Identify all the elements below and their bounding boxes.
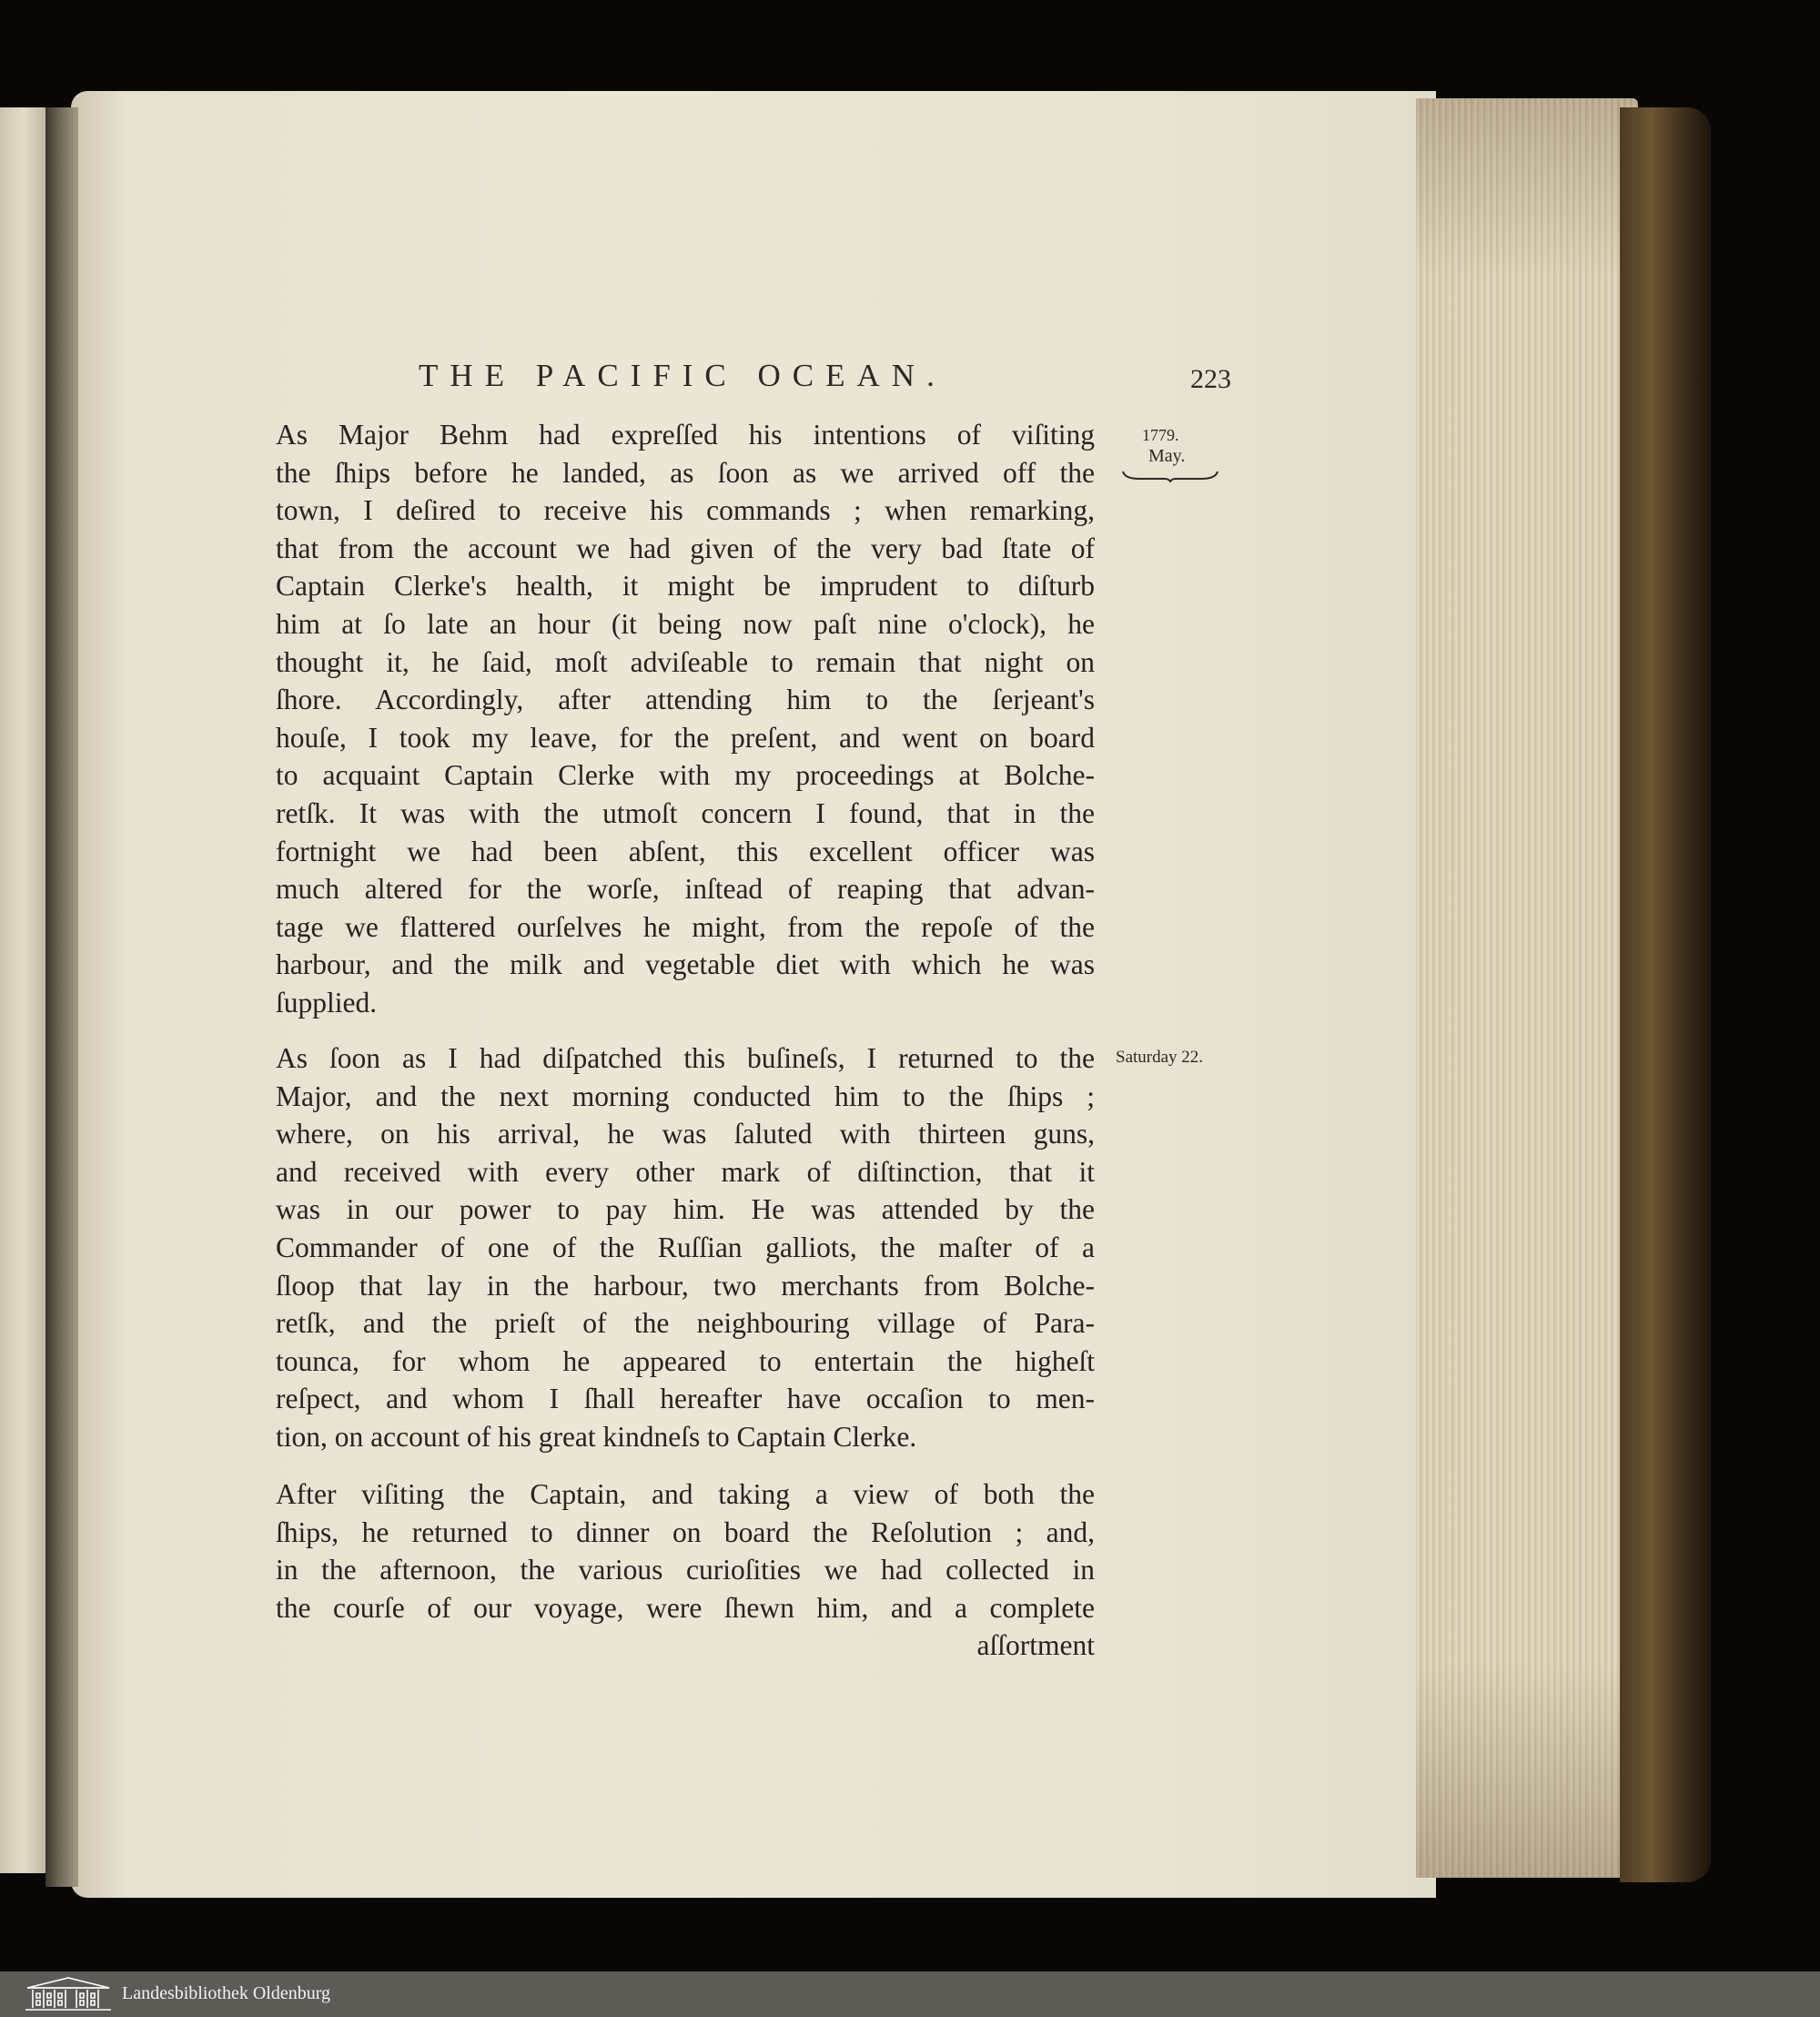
text-line: Captain Clerke's health, it might be imprudent to diſturb xyxy=(276,570,1095,603)
text-line: tion, on account of his great kindneſs to Captain Clerke. xyxy=(276,1420,917,1453)
text-line: him at ſo late an hour (it being now paſt nine o'clock), he xyxy=(276,607,1095,640)
text-line: thought it, he ſaid, moſt adviſeable to remain that night on xyxy=(276,645,1095,678)
text-line: fortnight we had been abſent, this excellent officer was xyxy=(276,835,1095,867)
text-line: reſpect, and whom I ſhall hereafter have occaſion to men- xyxy=(276,1383,1095,1415)
text-line: in the afternoon, the various curioſities we had collected in xyxy=(276,1554,1095,1586)
catchword: aſſortment xyxy=(976,1629,1095,1662)
library-name: Landesbibliothek Oldenburg xyxy=(122,1983,331,2003)
text-line: ſhore. Accordingly, after attending him to the ſerjeant's xyxy=(276,684,1095,716)
text-line: and received with every other mark of diſtinction, that it xyxy=(276,1155,1095,1188)
text-line: that from the account we had given of the very bad ſtate of xyxy=(276,532,1095,564)
text-line: ſupplied. xyxy=(276,986,378,1019)
page-edge-shading xyxy=(1416,98,1638,1878)
text-line: harbour, and the milk and vegetable diet with which he was xyxy=(276,948,1095,981)
page-number: 223 xyxy=(1190,364,1231,394)
text-line: retſk, and the prieſt of the neighbouring village of Para- xyxy=(276,1307,1095,1340)
margin-brace-icon xyxy=(1121,470,1219,482)
text-line: town, I deſired to receive his commands ; when remarking, xyxy=(276,494,1095,527)
text-line: where, on his arrival, he was ſaluted with thirteen guns, xyxy=(276,1118,1095,1150)
paragraph xyxy=(276,1039,1095,1456)
paragraph xyxy=(276,1475,1095,1665)
text-line: tage we flattered ourſelves he might, from the repoſe of the xyxy=(276,910,1095,943)
text-line: the ſhips before he landed, as ſoon as we arrived off the xyxy=(276,456,1095,489)
text-line: was in our power to pay him. He was attended by the xyxy=(276,1193,1095,1226)
text-line: Commander of one of the Ruſſian galliots, the maſter of a xyxy=(276,1231,1095,1263)
text-line: ſloop that lay in the harbour, two merchants from Bolche- xyxy=(276,1269,1095,1302)
text-line: to acquaint Captain Clerke with my proceedings at Bolche- xyxy=(276,759,1095,792)
text-line: much altered for the worſe, inſtead of reaping that advan- xyxy=(276,873,1095,906)
paragraph xyxy=(276,416,1095,1022)
book-gutter xyxy=(46,107,78,1887)
margin-note-month: May. xyxy=(1148,446,1186,466)
text-line: As ſoon as I had diſpatched this buſineſs, I returned to the xyxy=(276,1042,1095,1074)
running-head: THE PACIFIC OCEAN. xyxy=(419,358,946,393)
margin-note-date: Saturday 22. xyxy=(1116,1048,1204,1067)
text-line: ſhips, he returned to dinner on board the Reſolution ; and, xyxy=(276,1515,1095,1548)
text-line: After viſiting the Captain, and taking a view of both the xyxy=(276,1478,1095,1510)
text-line: Major, and the next morning conducted him to the ſhips ; xyxy=(276,1079,1095,1112)
book-cover xyxy=(1620,107,1711,1882)
text-line: retſk. It was with the utmoſt concern I found, that in the xyxy=(276,796,1095,829)
text-line: tounca, for whom he appeared to entertain the higheſt xyxy=(276,1344,1095,1377)
text-line: the courſe of our voyage, were ſhewn him, and a complete xyxy=(276,1591,1095,1624)
library-building-icon xyxy=(24,1975,113,2013)
text-line: houſe, I took my leave, for the preſent, and went on board xyxy=(276,721,1095,754)
margin-note-year: 1779. xyxy=(1142,426,1179,444)
footer-bar xyxy=(0,1971,1820,2017)
text-line: As Major Behm had expreſſed his intentions of viſiting xyxy=(276,419,1095,451)
